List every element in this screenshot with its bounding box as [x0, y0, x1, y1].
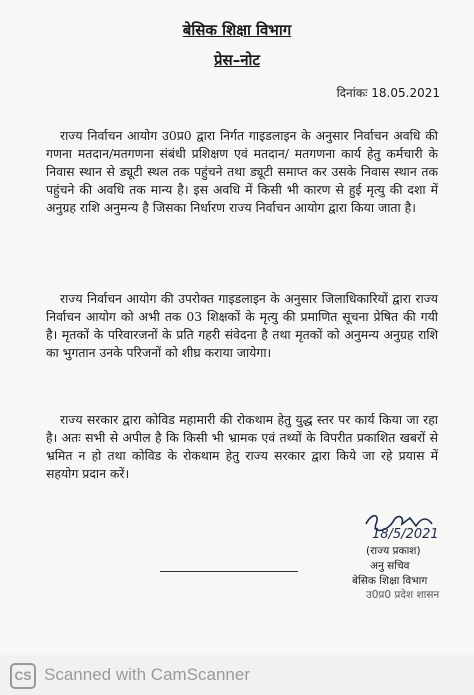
scanner-footer: [0, 655, 474, 695]
department-heading: बेसिक शिक्षा विभाग: [182, 21, 292, 39]
paragraph-3-text: राज्य सरकार द्वारा कोविड महामारी की रोकथाम हेतु युद्ध स्तर पर कार्य किया जा रहा है। अतः सभी से अपील है कि किसी भी भ्रामक एवं तथ्यों के विपरीत प्रकाशित खबरों से भ्रमित न हो तथा कोविड के रोकथाम हेतु राज्य सरकार द्वारा किये जा रहे प्रयास में सहयोग प्रदान करें।: [46, 412, 438, 482]
signer-office-line2: उ0प्र0 प्रदेश शासन: [366, 589, 440, 601]
press-note-title: प्रेस–नोट: [214, 51, 260, 69]
signer-designation: अनु सचिव: [370, 560, 410, 572]
paragraph-3: [46, 411, 438, 483]
scanner-watermark-text: Scanned with CamScanner: [44, 665, 251, 684]
paragraph-1: [46, 127, 438, 217]
date-label: दिनांकः 18.05.2021: [336, 86, 440, 100]
signer-name: (राज्य प्रकाश): [366, 545, 421, 557]
camscanner-logo-icon: CS: [10, 663, 36, 689]
paragraph-2-text: राज्य निर्वाचन आयोग की उपरोक्त गाइडलाइन के अनुसार जिलाधिकारियों द्वारा राज्य निर्वाचन आयोग को अभी तक 03 शिक्षकों के मृत्यु की प्रमाणित सूचना प्रेषित की गयी है। मृतकों के परिवारजनों के प्रति गहरी संवेदना है तथा मृतकों को अनुमन्य अनुग्रह राशि का भुगतान उनके परिजनों को शीघ्र कराया जायेगा।: [46, 291, 438, 361]
paragraph-2: [46, 290, 438, 362]
closing-divider: [160, 571, 298, 572]
signature-date: 18/5/2021: [372, 527, 439, 542]
paragraph-1-text: राज्य निर्वाचन आयोग उ0प्र0 द्वारा निर्गत गाइडलाइन के अनुसार निर्वाचन अवधि की गणना मतदान/मतगणना संबंधी प्रशिक्षण एवं मतदान/ मतगणना कार्य हेतु कर्मचारी के निवास स्थान से ड्यूटी स्थल तक पहुंचने तथा ड्यूटी समाप्त कर उसके निवास स्थान तक पहुंचने की अवधि तक मान्य है। इस अवधि में किसी भी कारण से हुई मृत्यु की दशा में अनुग्रह राशि अनुमन्य है जिसका निर्धारण राज्य निर्वाचन आयोग द्वारा किया जाता है।: [46, 128, 438, 216]
signer-office: बेसिक शिक्षा विभाग: [352, 575, 428, 587]
